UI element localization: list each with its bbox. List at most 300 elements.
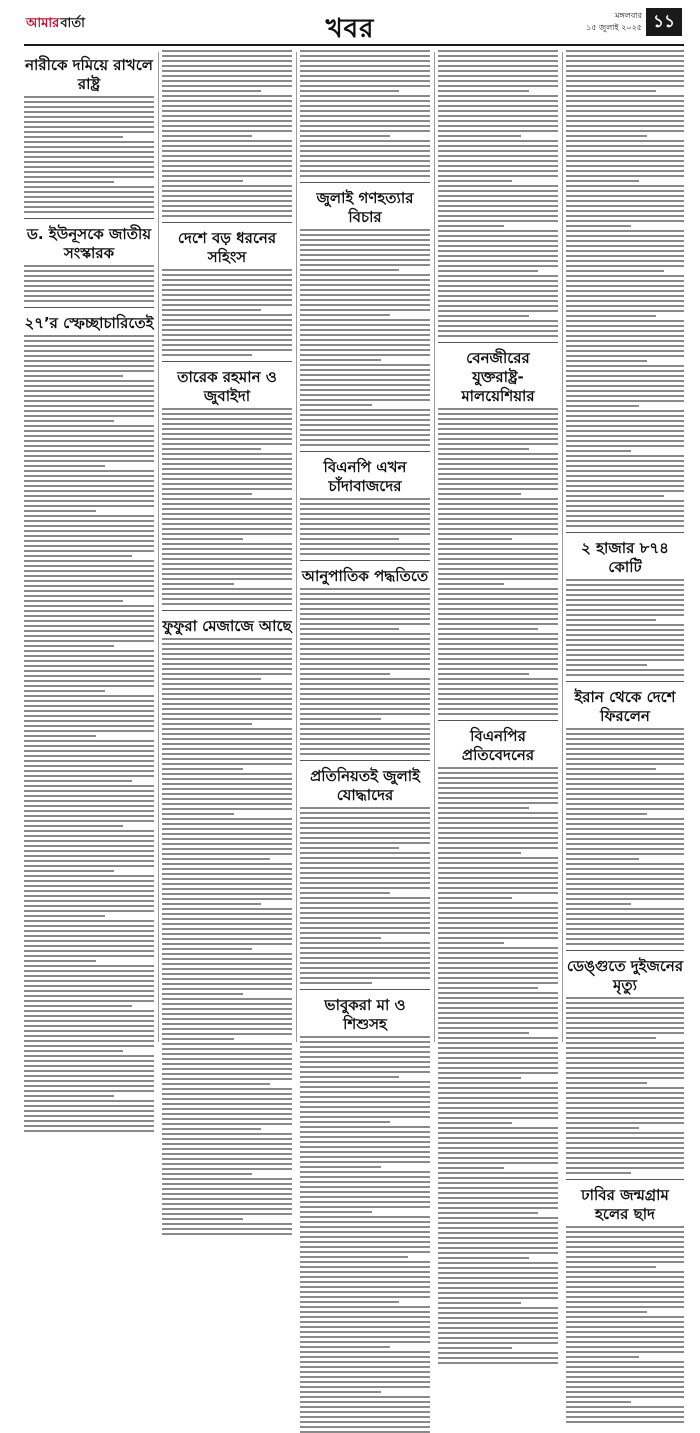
text-line [24,136,123,138]
text-line [162,543,292,545]
text-line [566,1037,656,1039]
text-line [24,440,154,442]
text-line [438,170,558,172]
text-line [300,50,430,52]
text-line [24,585,154,587]
text-line [566,629,684,631]
text-line [566,878,684,880]
text-line [300,1266,430,1268]
text-line [24,450,154,452]
text-line [438,423,558,425]
text-line [566,270,664,272]
text-line [438,1127,558,1129]
text-line [438,613,558,615]
text-line [438,210,558,212]
text-line [438,50,558,52]
text-line [162,643,292,645]
text-line [566,1281,684,1283]
text-line [566,1401,631,1403]
text-line [162,988,292,990]
text-line [438,205,558,207]
text-line [438,503,558,505]
text-line [438,1077,521,1079]
text-line [438,1067,558,1069]
text-line [300,1126,430,1128]
text-line [300,952,430,954]
article-separator [566,532,684,533]
text-line [300,309,430,311]
text-line [24,880,154,882]
text-line [566,475,684,477]
text-line [162,468,292,470]
text-line [566,1416,684,1418]
text-line [566,1047,684,1049]
article-body [162,50,292,217]
text-line [162,453,292,455]
text-line [438,643,558,645]
text-line [162,1008,292,1010]
text-line [566,1411,684,1413]
text-line [300,877,430,879]
text-line [300,937,381,939]
text-line [162,65,292,67]
text-line [300,947,430,949]
text-line [162,763,292,765]
headline: ফুফুরা মেজাজে আছে [162,617,292,635]
text-line [162,105,292,107]
column-1 [24,50,154,1040]
text-line [162,200,292,202]
text-line [566,1062,684,1064]
text-line [438,987,538,989]
article-body [300,807,430,984]
text-line [566,1052,684,1054]
text-line [566,1286,684,1288]
text-line [566,110,684,112]
text-line [438,1072,558,1074]
text-line [566,335,684,337]
text-line [24,900,154,902]
text-line [162,428,292,430]
text-line [24,570,154,572]
text-line [24,650,154,652]
text-line [566,430,684,432]
text-line [24,201,154,203]
text-line [162,289,292,291]
text-line [300,957,430,959]
text-line [566,175,684,177]
text-line [300,498,430,500]
text-line [566,1321,684,1323]
text-line [24,495,154,497]
text-line [438,245,558,247]
text-line [566,205,684,207]
text-line [24,615,154,617]
text-line [162,175,292,177]
text-line [438,1122,512,1124]
text-line [566,669,684,671]
article-body [300,588,430,755]
text-line [300,543,430,545]
text-line [24,605,154,607]
text-line [438,1252,558,1254]
text-line [438,453,558,455]
text-line [566,728,684,730]
text-line [438,807,529,809]
text-line [24,835,154,837]
text-line [438,1277,558,1279]
text-line [24,460,154,462]
text-line [24,96,154,98]
text-line [300,384,430,386]
text-line [300,424,430,426]
text-line [24,560,154,562]
text-line [566,873,684,875]
text-line [300,120,430,122]
text-line [300,439,430,441]
text-line [162,993,243,995]
text-line [438,165,558,167]
text-line [300,239,430,241]
section-title: খবর [325,14,375,44]
text-line [162,1063,292,1065]
text-line [566,305,684,307]
text-line [438,678,558,680]
text-line [566,748,684,750]
text-line [162,130,292,132]
text-line [24,360,154,362]
text-line [566,1251,684,1253]
text-line [438,837,558,839]
text-line [300,279,430,281]
text-line [162,95,292,97]
text-line [566,420,684,422]
text-line [300,170,430,172]
text-line [438,335,558,337]
article-separator [24,307,154,308]
text-line [566,85,684,87]
text-line [24,340,154,342]
text-line [566,604,684,606]
text-line [438,1267,558,1269]
text-line [566,928,684,930]
text-line [162,458,292,460]
text-line [24,480,154,482]
text-line [438,917,558,919]
text-line [566,863,684,865]
text-line [566,933,684,935]
text-line [24,1085,154,1087]
text-line [300,1341,430,1343]
text-line [162,638,292,640]
article-separator [300,760,430,761]
text-line [566,280,684,282]
article-body [300,498,430,555]
text-line [566,425,684,427]
article-body [162,638,292,1235]
text-line [438,703,558,705]
text-line [300,1191,430,1193]
article-separator [300,182,430,183]
text-line [438,518,558,520]
text-line [566,579,684,581]
text-line [24,101,154,103]
text-line [162,195,292,197]
text-line [438,832,558,834]
headline: দেশে বড় ধরনের সহিংস [177,229,277,266]
text-line [300,254,430,256]
text-line [566,838,684,840]
text-line [566,1082,647,1084]
text-line [566,215,684,217]
text-line [162,160,292,162]
text-line [300,329,430,331]
text-line [438,967,558,969]
text-line [24,490,154,492]
text-line [300,175,430,177]
text-line [438,265,558,267]
text-line [438,1337,558,1339]
text-line [300,389,430,391]
text-line [300,927,430,929]
column-5 [566,50,684,1223]
text-line [300,733,430,735]
text-line [162,983,292,985]
text-line [438,792,558,794]
article-separator [162,361,292,362]
text-line [438,947,558,949]
text-line [162,309,261,311]
text-line [300,145,430,147]
text-line [566,220,684,222]
text-line [300,409,430,411]
text-line [438,892,558,894]
text-line [438,992,558,994]
text-line [566,435,684,437]
text-line [162,1128,261,1130]
text-line [300,598,430,600]
text-line [566,90,656,92]
text-line [162,753,292,755]
text-line [438,85,558,87]
text-line [300,967,430,969]
text-line [438,563,558,565]
text-line [566,773,684,775]
text-line [300,902,430,904]
column-divider [158,52,159,1042]
text-line [162,653,292,655]
text-line [566,410,684,412]
text-line [162,973,292,975]
text-line [162,1123,292,1125]
headline: বেনজীরের যুক্তরাষ্ট্র-মালয়েশিয়ার [461,349,535,405]
article-body [438,408,558,715]
text-line [24,715,154,717]
text-line [300,374,430,376]
text-line [300,1326,430,1328]
text-line [300,284,430,286]
text-line [162,758,292,760]
text-line [438,543,558,545]
text-line [24,126,154,128]
text-line [566,1152,684,1154]
text-line [438,1357,558,1359]
text-line [438,618,558,620]
text-line [162,1118,292,1120]
article-body [566,50,684,527]
text-line [566,365,684,367]
text-line [438,767,558,769]
text-line [162,319,292,321]
text-line [162,1048,292,1050]
text-line [438,105,558,107]
text-line [162,120,292,122]
text-line [24,430,154,432]
text-line [162,1188,292,1190]
text-line [300,648,430,650]
text-line [24,475,154,477]
text-line [438,1047,558,1049]
text-line [300,1121,390,1123]
text-line [162,1078,292,1080]
text-line [162,588,292,590]
text-line [162,688,292,690]
text-line [300,105,430,107]
text-line [438,598,558,600]
text-line [162,838,292,840]
text-line [300,678,430,680]
text-line [300,55,430,57]
text-line [566,1157,684,1159]
text-line [24,1100,154,1102]
text-line [162,888,292,890]
text-line [566,445,684,447]
text-line [300,593,430,595]
text-line [24,141,154,143]
text-line [300,738,430,740]
text-line [566,1371,684,1373]
article-separator [566,681,684,682]
text-line [24,530,154,532]
text-line [24,345,154,347]
text-line [162,354,252,356]
header-rule [24,44,684,46]
text-line [566,634,684,636]
text-line [300,1336,430,1338]
article-body [438,767,558,1364]
text-line [438,90,529,92]
text-line [300,130,430,132]
text-line [438,713,558,715]
text-line [300,1346,390,1348]
text-line [438,797,558,799]
text-line [162,1213,292,1215]
text-line [162,743,292,745]
text-line [24,720,154,722]
text-line [24,415,154,417]
article-separator [162,222,292,223]
column-3 [300,50,430,1040]
text-line [566,1261,684,1263]
text-line [300,518,430,520]
page-header [0,0,700,48]
text-line [438,538,512,540]
text-line [566,260,684,262]
text-line [162,873,292,875]
text-line [24,750,154,752]
text-line [24,790,154,792]
text-line [438,463,558,465]
text-line [24,106,154,108]
text-line [162,1043,292,1045]
article-body [566,728,684,945]
text-line [162,678,261,680]
text-line [24,425,154,427]
text-line [300,698,430,700]
text-line [24,970,154,972]
text-line [438,1002,558,1004]
date-block [562,10,642,34]
text-line [300,588,430,590]
text-line [162,1163,292,1165]
text-line [300,1281,430,1283]
text-line [438,155,558,157]
text-line [566,500,684,502]
text-line [566,65,684,67]
text-line [566,1361,684,1363]
text-line [300,718,381,720]
text-line [438,1292,558,1294]
text-line [24,405,154,407]
text-line [566,115,684,117]
article-body [566,997,684,1174]
text-line [300,533,430,535]
text-line [24,840,154,842]
headline: ড. ইউনূসকে জাতীয় সংস্কারক [26,225,152,262]
text-line [162,503,292,505]
text-line [438,1102,558,1104]
text-line [24,935,154,937]
text-line [438,240,558,242]
text-line [566,1097,684,1099]
text-line [300,683,430,685]
text-line [24,700,154,702]
text-line [300,1261,430,1263]
text-line [24,655,154,657]
text-line [438,75,558,77]
text-line [566,155,684,157]
text-line [24,171,154,173]
text-line [162,968,292,970]
text-line [162,708,292,710]
text-line [300,1231,430,1233]
text-line [162,768,243,770]
text-line [162,1183,292,1185]
text-line [24,1105,154,1107]
text-line [566,370,684,372]
text-line [438,458,558,460]
text-line [300,1276,430,1278]
text-line [566,823,684,825]
text-line [300,862,430,864]
text-line [438,100,558,102]
text-line [162,150,292,152]
text-line [300,1066,430,1068]
text-line [438,443,558,445]
headline: ভাবুকরা মা ও শিশুসহ [324,996,406,1033]
text-line [300,1246,430,1248]
text-line [438,255,558,257]
